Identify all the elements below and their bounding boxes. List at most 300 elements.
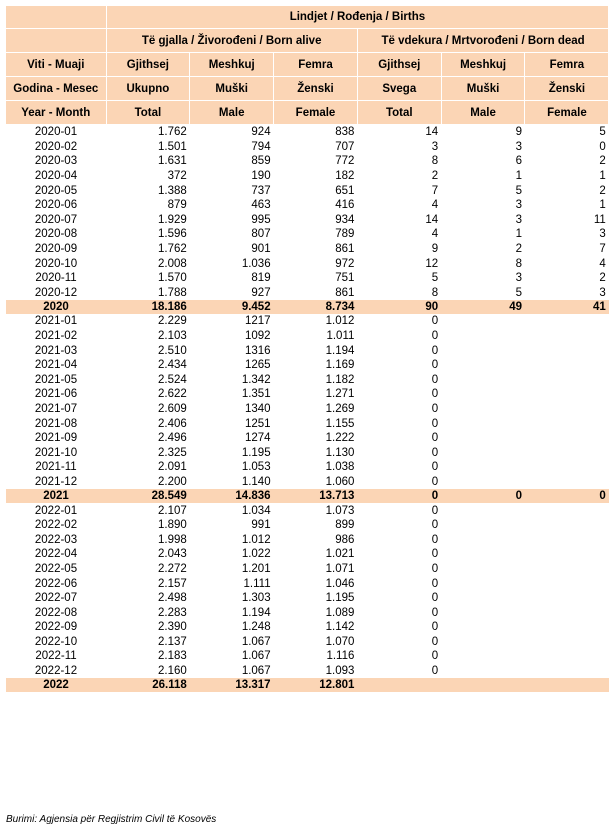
- header-births: Lindjet / Rođenja / Births: [106, 6, 609, 29]
- value-cell: 0: [431, 373, 439, 386]
- value-cell: 879: [167, 199, 187, 212]
- value-cell: 924: [251, 126, 271, 139]
- value-cell: [525, 460, 609, 475]
- table-row: [6, 387, 609, 402]
- period-cell: 2020-02: [34, 140, 78, 153]
- value-cell: 49: [441, 300, 525, 314]
- value-cell: 2.524: [158, 373, 187, 386]
- header-cell: Ženski: [274, 77, 358, 101]
- value-cell: 1.089: [325, 606, 355, 619]
- value-cell: 0: [431, 621, 439, 634]
- value-cell: 2.183: [158, 650, 187, 663]
- value-cell: 2.622: [158, 388, 187, 401]
- table-header: [6, 6, 609, 125]
- value-cell: 90: [357, 300, 441, 314]
- value-cell: 0: [431, 650, 439, 663]
- value-cell: 991: [251, 519, 271, 532]
- value-cell: 1.155: [325, 417, 355, 430]
- value-cell: 1.570: [158, 272, 187, 285]
- period-cell: 2020-01: [34, 126, 78, 139]
- table-row: [6, 154, 609, 169]
- value-cell: 2: [515, 243, 522, 256]
- value-cell: [441, 620, 525, 635]
- value-cell: 737: [251, 184, 271, 197]
- value-cell: 2: [599, 272, 606, 285]
- period-cell: 2021-07: [34, 402, 78, 415]
- value-cell: 0: [357, 489, 441, 503]
- value-cell: [441, 475, 525, 490]
- value-cell: 2.390: [158, 621, 187, 634]
- value-cell: 0: [431, 315, 439, 328]
- value-cell: 1.046: [325, 577, 355, 590]
- header-empty-corner: [6, 6, 106, 29]
- value-cell: 0: [431, 533, 439, 546]
- table-row: [6, 620, 609, 635]
- value-cell: 182: [335, 170, 355, 183]
- value-cell: [525, 475, 609, 490]
- value-cell: [525, 503, 609, 518]
- header-row-english: [6, 101, 609, 125]
- value-cell: 1.067: [241, 650, 271, 663]
- period-cell: 2020-12: [34, 286, 78, 299]
- value-cell: 2: [599, 184, 606, 197]
- value-cell: 807: [251, 228, 271, 241]
- period-cell: 2022-06: [34, 577, 78, 590]
- value-cell: [525, 591, 609, 606]
- table-row: [6, 416, 609, 431]
- value-cell: 901: [251, 243, 271, 256]
- value-cell: 14: [425, 126, 439, 139]
- table-row: [6, 213, 609, 228]
- value-cell: 651: [335, 184, 355, 197]
- value-cell: 1.169: [325, 359, 355, 372]
- value-cell: [441, 343, 525, 358]
- period-cell: 2021: [6, 489, 106, 503]
- table-row: [6, 343, 609, 358]
- value-cell: 2.107: [158, 504, 187, 517]
- value-cell: 3: [515, 199, 522, 212]
- period-cell: 2020-11: [35, 272, 77, 285]
- value-cell: 0: [431, 344, 439, 357]
- value-cell: [441, 649, 525, 664]
- header-cell: Gjithsej: [357, 53, 441, 77]
- value-cell: 7: [431, 184, 439, 197]
- value-cell: 28.549: [106, 489, 190, 503]
- value-cell: 0: [431, 562, 439, 575]
- value-cell: 9: [515, 126, 522, 139]
- year-total-row: [6, 489, 609, 503]
- table-row: [6, 460, 609, 475]
- period-cell: 2022-03: [34, 533, 78, 546]
- value-cell: [525, 431, 609, 446]
- value-cell: 1.194: [241, 606, 271, 619]
- period-cell: 2020-10: [34, 257, 78, 270]
- value-cell: 0: [431, 359, 439, 372]
- value-cell: 0: [599, 140, 606, 153]
- period-cell: 2022: [6, 678, 106, 692]
- value-cell: 3: [599, 286, 606, 299]
- value-cell: 1265: [245, 359, 271, 372]
- value-cell: 1.111: [243, 577, 271, 590]
- period-cell: 2020-04: [34, 170, 78, 183]
- period-cell: 2022-11: [35, 650, 77, 663]
- value-cell: 986: [335, 533, 355, 546]
- value-cell: 0: [431, 388, 439, 401]
- value-cell: 2.043: [158, 548, 187, 561]
- value-cell: 1.890: [158, 519, 187, 532]
- value-cell: 1: [515, 228, 522, 241]
- table-body: [6, 125, 609, 693]
- value-cell: 1.222: [325, 432, 355, 445]
- period-cell: 2022-01: [34, 504, 78, 517]
- value-cell: 2.137: [158, 635, 187, 648]
- value-cell: [441, 503, 525, 518]
- value-cell: [525, 518, 609, 533]
- value-cell: 8: [515, 257, 522, 270]
- period-cell: 2022-05: [34, 562, 78, 575]
- value-cell: 927: [251, 286, 271, 299]
- value-cell: 1251: [245, 417, 271, 430]
- period-cell: 2021-05: [34, 373, 78, 386]
- value-cell: 2.434: [158, 359, 187, 372]
- value-cell: 1340: [245, 402, 271, 415]
- table-row: [6, 503, 609, 518]
- value-cell: 819: [251, 272, 271, 285]
- value-cell: 4: [431, 228, 439, 241]
- period-cell: 2020: [6, 300, 106, 314]
- value-cell: 18.186: [106, 300, 190, 314]
- value-cell: 2.229: [158, 315, 187, 328]
- value-cell: 11: [593, 213, 606, 226]
- value-cell: 4: [431, 199, 439, 212]
- value-cell: [441, 431, 525, 446]
- value-cell: [441, 460, 525, 475]
- value-cell: 1: [599, 199, 606, 212]
- value-cell: 1.071: [325, 562, 355, 575]
- header-row-serbian: [6, 77, 609, 101]
- table-row: [6, 649, 609, 664]
- value-cell: 3: [431, 140, 439, 153]
- value-cell: 190: [251, 170, 271, 183]
- table-row: [6, 140, 609, 155]
- value-cell: 0: [431, 504, 439, 517]
- table-row: [6, 664, 609, 679]
- value-cell: [441, 445, 525, 460]
- value-cell: [525, 416, 609, 431]
- value-cell: [441, 635, 525, 650]
- value-cell: [357, 678, 441, 692]
- value-cell: 41: [525, 300, 609, 314]
- value-cell: 995: [251, 213, 271, 226]
- period-cell: 2020-07: [34, 213, 78, 226]
- value-cell: 8.734: [274, 300, 358, 314]
- table-row: [6, 562, 609, 577]
- value-cell: [525, 343, 609, 358]
- value-cell: [441, 576, 525, 591]
- value-cell: 789: [335, 228, 355, 241]
- value-cell: [441, 532, 525, 547]
- value-cell: 1.070: [325, 635, 355, 648]
- value-cell: 0: [431, 461, 439, 474]
- value-cell: 26.118: [106, 678, 190, 692]
- table-row: [6, 227, 609, 242]
- value-cell: 1.034: [241, 504, 271, 517]
- value-cell: 1.201: [241, 562, 271, 575]
- value-cell: 1.596: [158, 228, 187, 241]
- value-cell: 1.021: [325, 548, 355, 561]
- value-cell: 1.998: [158, 533, 187, 546]
- period-cell: 2021-01: [34, 315, 78, 328]
- value-cell: 0: [431, 606, 439, 619]
- header-born-dead: Të vdekura / Mrtvorođeni / Born dead: [357, 29, 608, 53]
- value-cell: 1274: [245, 432, 271, 445]
- table-row: [6, 518, 609, 533]
- value-cell: 1.067: [241, 635, 271, 648]
- table-row: [6, 271, 609, 286]
- value-cell: 1.303: [241, 592, 271, 605]
- value-cell: 7: [599, 243, 606, 256]
- value-cell: [441, 518, 525, 533]
- table-row: [6, 402, 609, 417]
- value-cell: 2.325: [158, 446, 187, 459]
- header-cell: Male: [441, 101, 525, 125]
- value-cell: 1316: [245, 344, 271, 357]
- value-cell: 14: [425, 213, 439, 226]
- header-cell: Female: [525, 101, 609, 125]
- value-cell: 2.200: [158, 475, 187, 488]
- value-cell: [525, 576, 609, 591]
- value-cell: 12.801: [274, 678, 358, 692]
- value-cell: 1.182: [325, 373, 355, 386]
- value-cell: 463: [251, 199, 271, 212]
- value-cell: 0: [525, 489, 609, 503]
- value-cell: 1.012: [241, 533, 271, 546]
- table-row: [6, 475, 609, 490]
- value-cell: [441, 678, 525, 692]
- value-cell: [525, 635, 609, 650]
- header-cell: Femra: [274, 53, 358, 77]
- value-cell: 838: [335, 126, 355, 139]
- header-cell: Godina - Mesec: [6, 77, 106, 101]
- table-row: [6, 547, 609, 562]
- value-cell: 2.008: [158, 257, 187, 270]
- table-row: [6, 169, 609, 184]
- value-cell: 2: [431, 170, 439, 183]
- value-cell: [525, 678, 609, 692]
- period-cell: 2020-08: [34, 228, 78, 241]
- value-cell: [525, 562, 609, 577]
- period-cell: 2021-08: [34, 417, 78, 430]
- period-cell: 2022-02: [34, 519, 78, 532]
- header-born-alive: Të gjalla / Živorođeni / Born alive: [106, 29, 357, 53]
- period-cell: 2021-04: [34, 359, 78, 372]
- table-row: [6, 314, 609, 329]
- value-cell: 1092: [245, 330, 271, 343]
- header-cell: Female: [274, 101, 358, 125]
- value-cell: 934: [335, 213, 355, 226]
- value-cell: 8: [431, 155, 439, 168]
- value-cell: 1: [515, 170, 522, 183]
- header-cell: Year - Month: [6, 101, 106, 125]
- table-row: [6, 591, 609, 606]
- value-cell: 2.091: [158, 461, 187, 474]
- period-cell: 2022-10: [34, 635, 78, 648]
- value-cell: 3: [515, 140, 522, 153]
- period-cell: 2020-05: [34, 184, 78, 197]
- header-row-albanian: [6, 53, 609, 77]
- header-cell: Muški: [441, 77, 525, 101]
- value-cell: 1.351: [241, 388, 271, 401]
- value-cell: 0: [431, 665, 439, 678]
- value-cell: 372: [167, 170, 187, 183]
- value-cell: 1.788: [158, 286, 187, 299]
- value-cell: 4: [599, 257, 606, 270]
- value-cell: 3: [515, 213, 522, 226]
- value-cell: 2.496: [158, 432, 187, 445]
- period-cell: 2020-09: [34, 243, 78, 256]
- table-row: [6, 576, 609, 591]
- value-cell: 1.067: [241, 665, 271, 678]
- value-cell: 861: [335, 286, 355, 299]
- value-cell: 1.130: [325, 446, 355, 459]
- header-cell: Femra: [525, 53, 609, 77]
- value-cell: [441, 416, 525, 431]
- period-cell: 2020-06: [34, 199, 78, 212]
- value-cell: [441, 547, 525, 562]
- value-cell: [525, 387, 609, 402]
- value-cell: [441, 358, 525, 373]
- value-cell: 772: [335, 155, 355, 168]
- value-cell: 9.452: [190, 300, 274, 314]
- table-row: [6, 445, 609, 460]
- value-cell: 13.713: [274, 489, 358, 503]
- value-cell: 3: [515, 272, 522, 285]
- value-cell: 1.195: [241, 446, 271, 459]
- header-cell: Ukupno: [106, 77, 190, 101]
- header-cell: Male: [190, 101, 274, 125]
- period-cell: 2022-04: [34, 548, 78, 561]
- header-cell: Meshkuj: [441, 53, 525, 77]
- value-cell: 859: [251, 155, 271, 168]
- value-cell: [525, 547, 609, 562]
- header-empty-corner-2: [6, 29, 106, 53]
- value-cell: 0: [431, 446, 439, 459]
- value-cell: 794: [251, 140, 271, 153]
- value-cell: 1.060: [325, 475, 355, 488]
- table-row: [6, 635, 609, 650]
- value-cell: 0: [431, 635, 439, 648]
- header-cell: Total: [357, 101, 441, 125]
- value-cell: [525, 402, 609, 417]
- value-cell: 751: [335, 272, 355, 285]
- header-cell: Gjithsej: [106, 53, 190, 77]
- value-cell: [525, 373, 609, 388]
- value-cell: 3: [599, 228, 606, 241]
- value-cell: 1.342: [241, 373, 271, 386]
- value-cell: 2.283: [158, 606, 187, 619]
- table-row: [6, 183, 609, 198]
- value-cell: [525, 329, 609, 344]
- period-cell: 2021-10: [34, 446, 78, 459]
- value-cell: 1.093: [325, 665, 355, 678]
- value-cell: 0: [431, 577, 439, 590]
- value-cell: 1.073: [325, 504, 355, 517]
- value-cell: [441, 402, 525, 417]
- period-cell: 2022-07: [34, 592, 78, 605]
- year-total-row: [6, 300, 609, 314]
- value-cell: 1.269: [325, 402, 355, 415]
- header-cell: Viti - Muaji: [6, 53, 106, 77]
- value-cell: 1.036: [241, 257, 271, 270]
- value-cell: 1.271: [325, 388, 355, 401]
- value-cell: 0: [431, 475, 439, 488]
- table-row: [6, 286, 609, 301]
- value-cell: 0: [431, 519, 439, 532]
- value-cell: 5: [515, 286, 522, 299]
- value-cell: 5: [431, 272, 439, 285]
- table-row: [6, 358, 609, 373]
- value-cell: 1.631: [158, 155, 187, 168]
- table-row: [6, 125, 609, 140]
- value-cell: 2.609: [158, 402, 187, 415]
- period-cell: 2022-09: [34, 621, 78, 634]
- table-row: [6, 256, 609, 271]
- value-cell: [525, 620, 609, 635]
- value-cell: [525, 358, 609, 373]
- value-cell: 14.836: [190, 489, 274, 503]
- value-cell: 1.012: [325, 315, 355, 328]
- births-table: [6, 6, 609, 692]
- value-cell: 1.501: [158, 140, 187, 153]
- value-cell: 861: [335, 243, 355, 256]
- period-cell: 2020-03: [34, 155, 78, 168]
- period-cell: 2021-09: [34, 432, 78, 445]
- table-row: [6, 329, 609, 344]
- value-cell: 2.160: [158, 665, 187, 678]
- value-cell: 2.498: [158, 592, 187, 605]
- value-cell: 1.762: [158, 126, 187, 139]
- value-cell: 1.011: [326, 330, 355, 343]
- value-cell: 1.038: [325, 461, 355, 474]
- value-cell: 6: [515, 155, 522, 168]
- value-cell: 2.157: [158, 577, 187, 590]
- value-cell: 0: [431, 330, 439, 343]
- value-cell: 0: [431, 417, 439, 430]
- value-cell: 0: [431, 402, 439, 415]
- value-cell: 2.272: [158, 562, 187, 575]
- value-cell: 416: [335, 199, 355, 212]
- value-cell: [525, 664, 609, 679]
- value-cell: 5: [515, 184, 522, 197]
- period-cell: 2021-12: [34, 475, 78, 488]
- value-cell: 5: [599, 126, 606, 139]
- source-note: Burimi: Agjensia për Regjistrim Civil të Kosovës: [6, 814, 217, 825]
- year-total-row: [6, 678, 609, 692]
- value-cell: 1.248: [241, 621, 271, 634]
- value-cell: 1.929: [158, 213, 187, 226]
- table-row: [6, 242, 609, 257]
- header-cell: Meshkuj: [190, 53, 274, 77]
- period-cell: 2021-03: [34, 344, 78, 357]
- value-cell: [525, 649, 609, 664]
- value-cell: 13.317: [190, 678, 274, 692]
- value-cell: 1.194: [325, 344, 355, 357]
- value-cell: 707: [335, 140, 355, 153]
- value-cell: 1: [599, 170, 606, 183]
- period-cell: 2021-06: [34, 388, 78, 401]
- value-cell: [525, 314, 609, 329]
- value-cell: 0: [431, 548, 439, 561]
